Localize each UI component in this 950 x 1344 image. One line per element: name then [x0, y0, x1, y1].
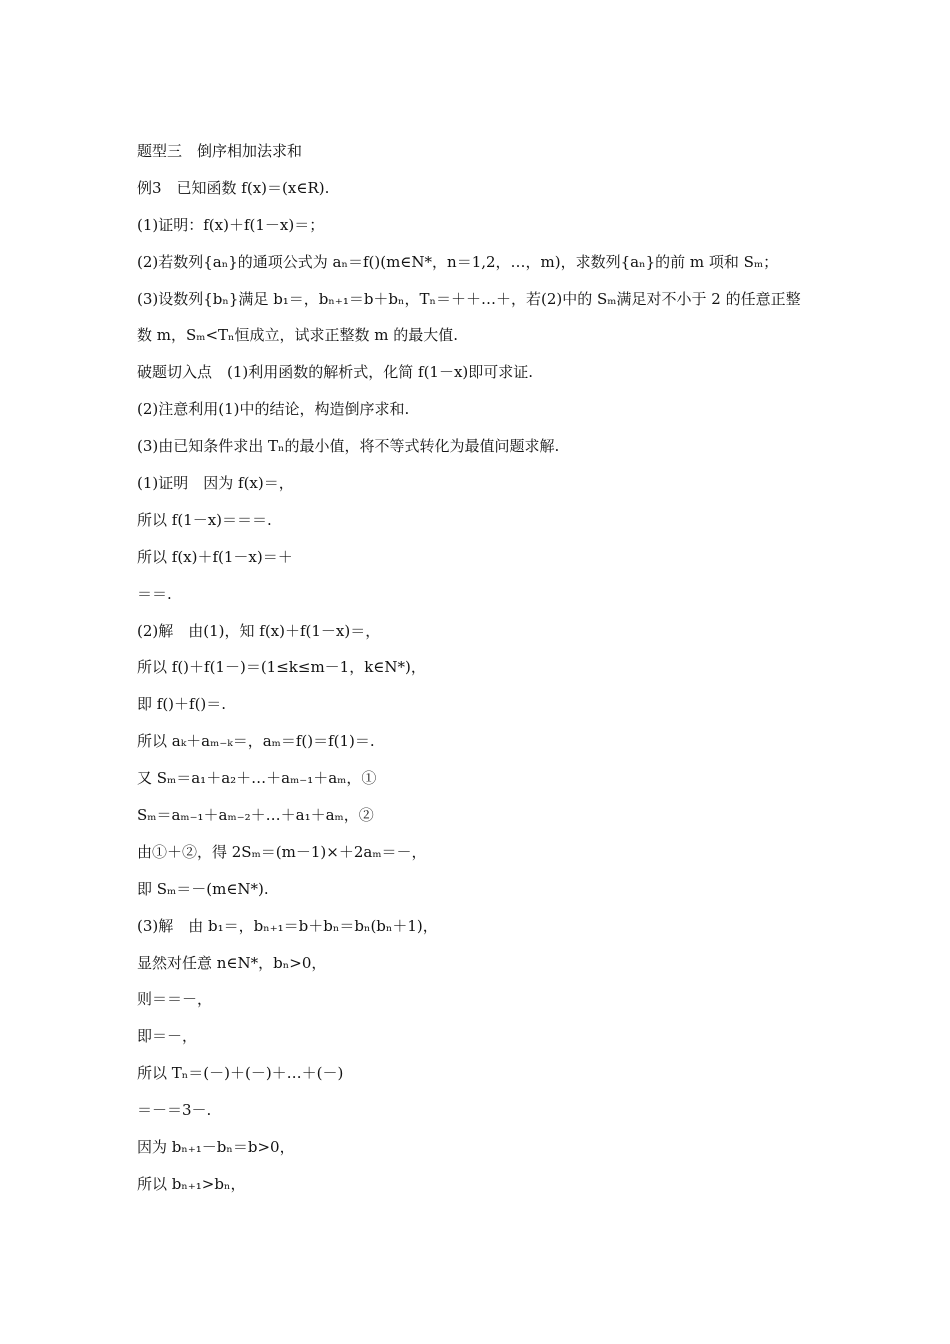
solution-line: 显然对任意 n∈N*，bₙ>0，: [137, 953, 327, 972]
hint-line: (2)注意利用(1)中的结论，构造倒序求和.: [137, 400, 410, 419]
solution-line: 则＝＝－，: [137, 990, 213, 1009]
solution-line: 所以 f()＋f(1－)＝(1≤k≤m－1，k∈N*)，: [137, 658, 426, 677]
hint-line: (3)由已知条件求出 Tₙ的最小值，将不等式转化为最值问题求解.: [137, 437, 560, 456]
solution-line: 所以 Tₙ＝(－)＋(－)＋…＋(－): [137, 1064, 344, 1083]
solution-line: 由①＋②，得 2Sₘ＝(m－1)×＋2aₘ＝－，: [137, 842, 427, 861]
solution-line: 即 Sₘ＝－(m∈N*).: [137, 879, 269, 898]
solution-line: ＝＝.: [137, 584, 172, 603]
solution-line: 即＝－，: [137, 1027, 198, 1046]
solution-line: Sₘ＝aₘ₋₁＋aₘ₋₂＋…＋a₁＋aₘ，②: [137, 806, 374, 825]
solution-line: 又 Sₘ＝a₁＋a₂＋…＋aₘ₋₁＋aₘ，①: [137, 769, 377, 788]
solution-line: 所以 bₙ₊₁>bₙ，: [137, 1174, 246, 1193]
solution-line: 即 f()＋f()＝.: [137, 695, 227, 714]
solution-line: (1)证明 因为 f(x)＝，: [137, 474, 294, 493]
question-part-3: (3)设数列{bₙ}满足 b₁＝，bₙ₊₁＝b＋bₙ，Tₙ＝＋＋…＋，若(2)中的 Sₘ满足对不小于 2 的任意正整: [137, 289, 801, 308]
solution-line: ＝－＝3－.: [137, 1101, 212, 1120]
question-part-3-cont: 数 m，Sₘ<Tₙ恒成立，试求正整数 m 的最大值.: [137, 326, 459, 345]
solution-line: (3)解 由 b₁＝，bₙ₊₁＝b＋bₙ＝bₙ(bₙ＋1)，: [137, 916, 438, 935]
solution-line: 因为 bₙ₊₁－bₙ＝b>0，: [137, 1138, 295, 1157]
question-part-2: (2)若数列{aₙ}的通项公式为 aₙ＝f()(m∈N*，n＝1,2，…，m)，求数列{aₙ}的前 m 项和 Sₘ；: [137, 252, 779, 271]
solution-line: 所以 aₖ＋aₘ₋ₖ＝，aₘ＝f()＝f(1)＝.: [137, 732, 375, 751]
hint-line: 破题切入点 (1)利用函数的解析式，化简 f(1－x)即可求证.: [137, 363, 534, 382]
example-statement: 例3 已知函数 f(x)＝(x∈R).: [137, 178, 330, 197]
document-body: [137, 141, 827, 1211]
solution-line: (2)解 由(1)，知 f(x)＋f(1－x)＝，: [137, 621, 381, 640]
solution-line: 所以 f(1－x)＝＝＝.: [137, 510, 272, 529]
section-heading: 题型三 倒序相加法求和: [137, 142, 303, 160]
solution-line: 所以 f(x)＋f(1－x)＝＋: [137, 547, 293, 566]
question-part-1: (1)证明：f(x)＋f(1－x)＝；: [137, 215, 325, 234]
